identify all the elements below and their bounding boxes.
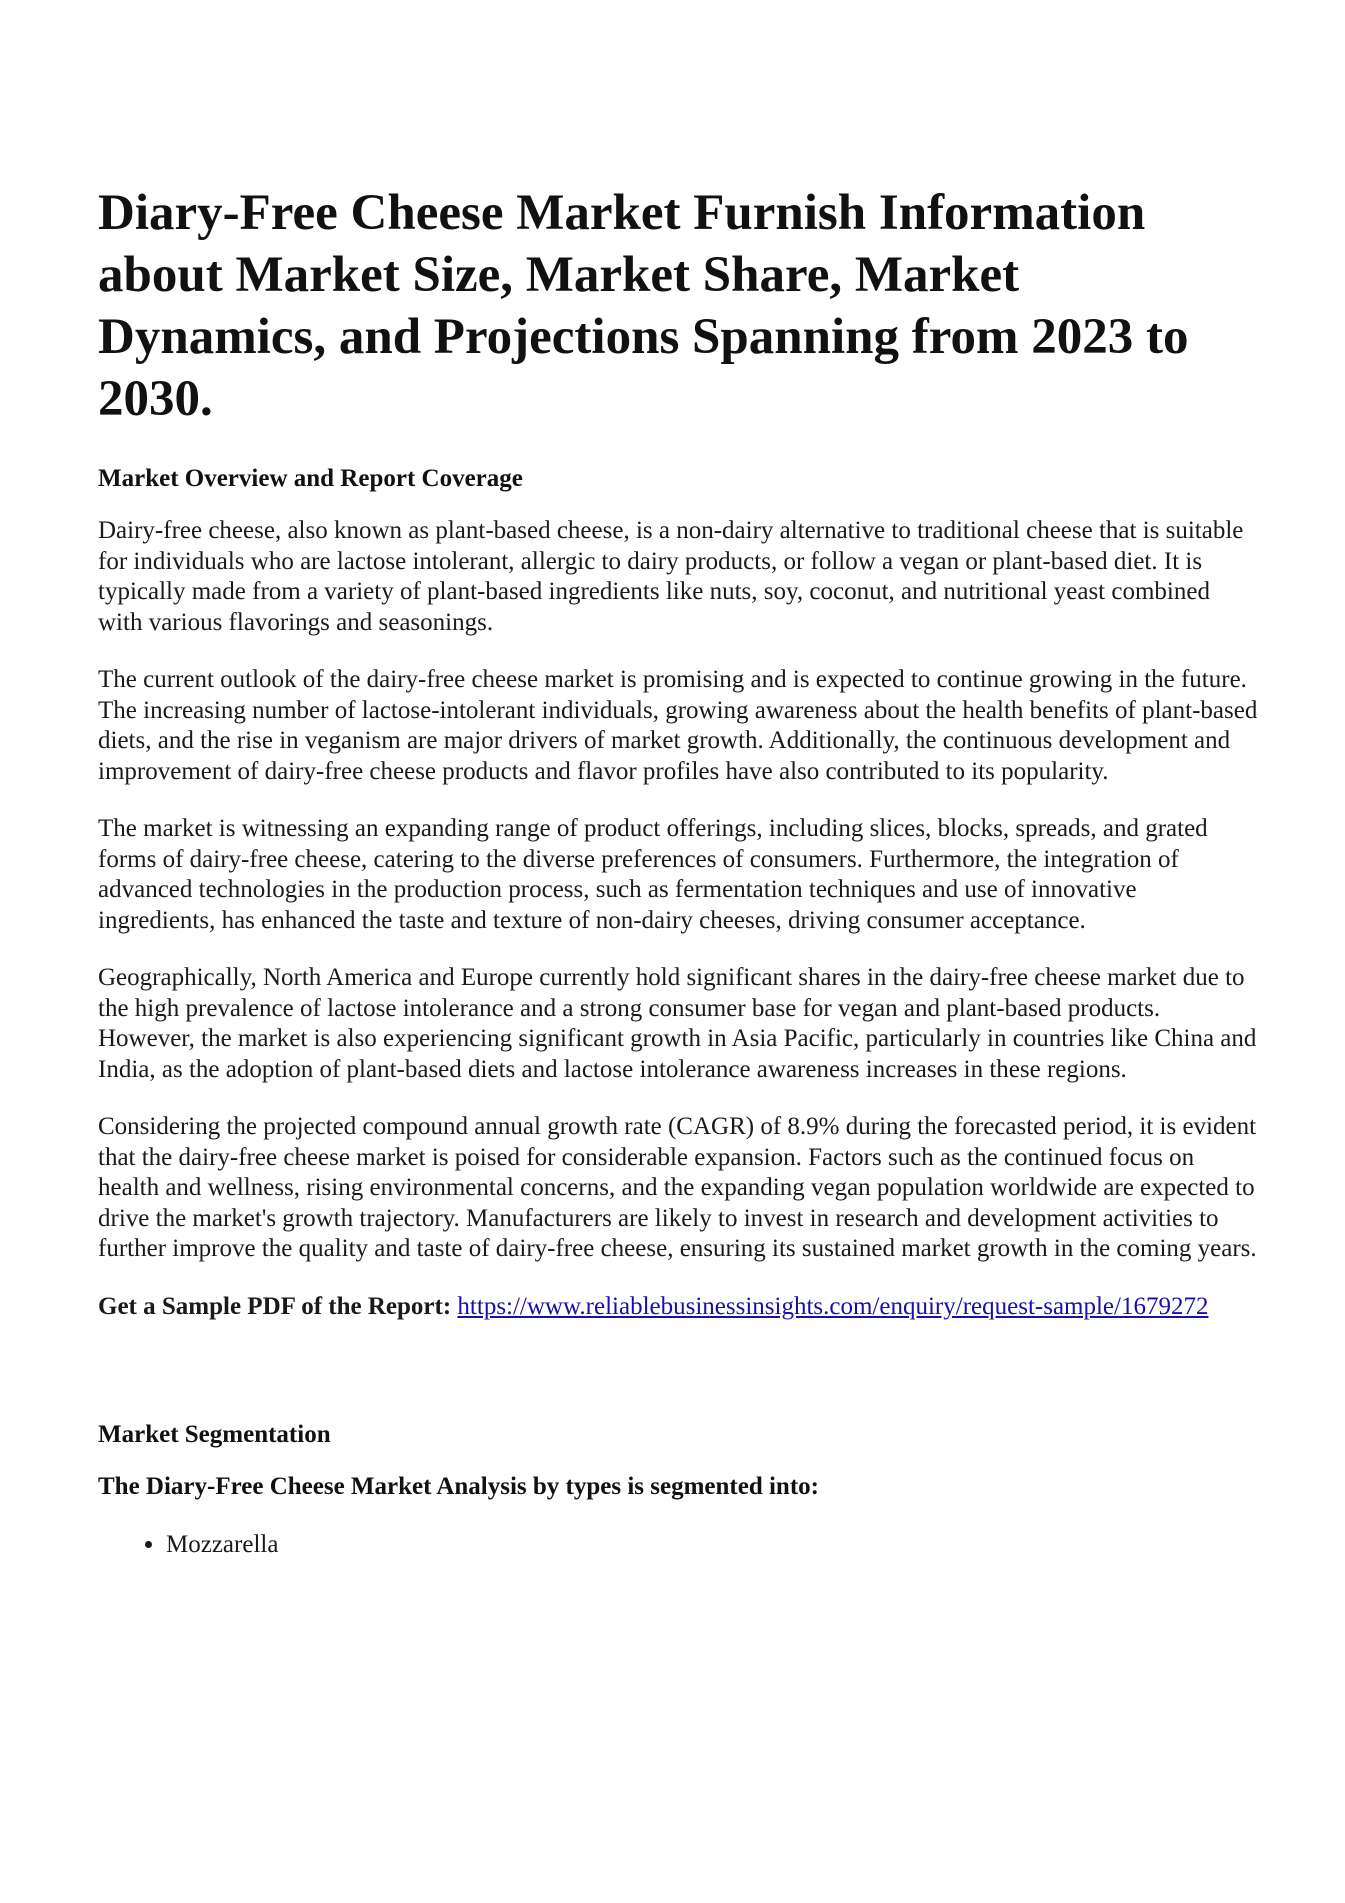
overview-paragraph: The current outlook of the dairy-free cheese market is promising and is expected to continue growing in the future. The increasing number of lactose-intolerant individuals, growing awareness about the health benefits of plant-based diets, and the rise in veganism are major drivers of market growth. Additionally, the continuous development and improvement of dairy-free cheese products and flavor profiles have also contributed to its popularity. xyxy=(98,666,1258,785)
sample-pdf-callout xyxy=(98,1292,1258,1323)
overview-paragraph: Considering the projected compound annual growth rate (CAGR) of 8.9% during the forecasted period, it is evident that the dairy-free cheese market is poised for considerable expansion. Factors such as the continued focus on health and wellness, rising environmental concerns, and the expanding vegan population worldwide are expected to drive the market's growth trajectory. Manufacturers are likely to invest in research and development activities to further improve the quality and taste of dairy-free cheese, ensuring its sustained market growth in the coming years. xyxy=(98,1113,1257,1262)
overview-paragraph: Geographically, North America and Europe currently hold significant shares in the dairy-free cheese market due to the high prevalence of lactose intolerance and a strong consumer base for vegan and plant-based products. However, the market is also experiencing significant growth in Asia Pacific, particularly in countries like China and India, as the adoption of plant-based diets and lactose intolerance awareness increases in these regions. xyxy=(98,964,1257,1083)
section-heading-segmentation: Market Segmentation xyxy=(98,1421,331,1448)
sample-pdf-label: Get a Sample PDF of the Report: xyxy=(98,1292,452,1320)
section-heading-overview: Market Overview and Report Coverage xyxy=(98,465,523,492)
types-list xyxy=(98,1530,1258,1560)
overview-paragraph: The market is witnessing an expanding range of product offerings, including slices, blocks, spreads, and grated forms of dairy-free cheese, catering to the diverse preferences of consumers. Furthermore, the integration of advanced technologies in the production process, such as fermentation techniques and use of innovative ingredients, has enhanced the taste and texture of non-dairy cheeses, driving consumer acceptance. xyxy=(98,815,1208,934)
overview-paragraph: Dairy-free cheese, also known as plant-based cheese, is a non-dairy alternative to traditional cheese that is suitable for individuals who are lactose intolerant, allergic to dairy products, or follow a vegan or plant-based diet. It is typically made from a variety of plant-based ingredients like nuts, soy, coconut, and nutritional yeast combined with various flavorings and seasonings. xyxy=(98,517,1244,636)
list-item: • Mozzarella xyxy=(166,1530,1258,1560)
sample-pdf-link[interactable]: https://www.reliablebusinessinsights.com/enquiry/request-sample/1679272 xyxy=(457,1292,1209,1320)
section-spacer xyxy=(98,1322,1258,1420)
document-page xyxy=(98,182,1258,1560)
page-title: Diary-Free Cheese Market Furnish Information about Market Size, Market Share, Market Dynamics, and Projections Spanning from 2023 to 2030. xyxy=(98,185,1189,427)
segmentation-subheading: The Diary-Free Cheese Market Analysis by types is segmented into: xyxy=(98,1473,819,1500)
